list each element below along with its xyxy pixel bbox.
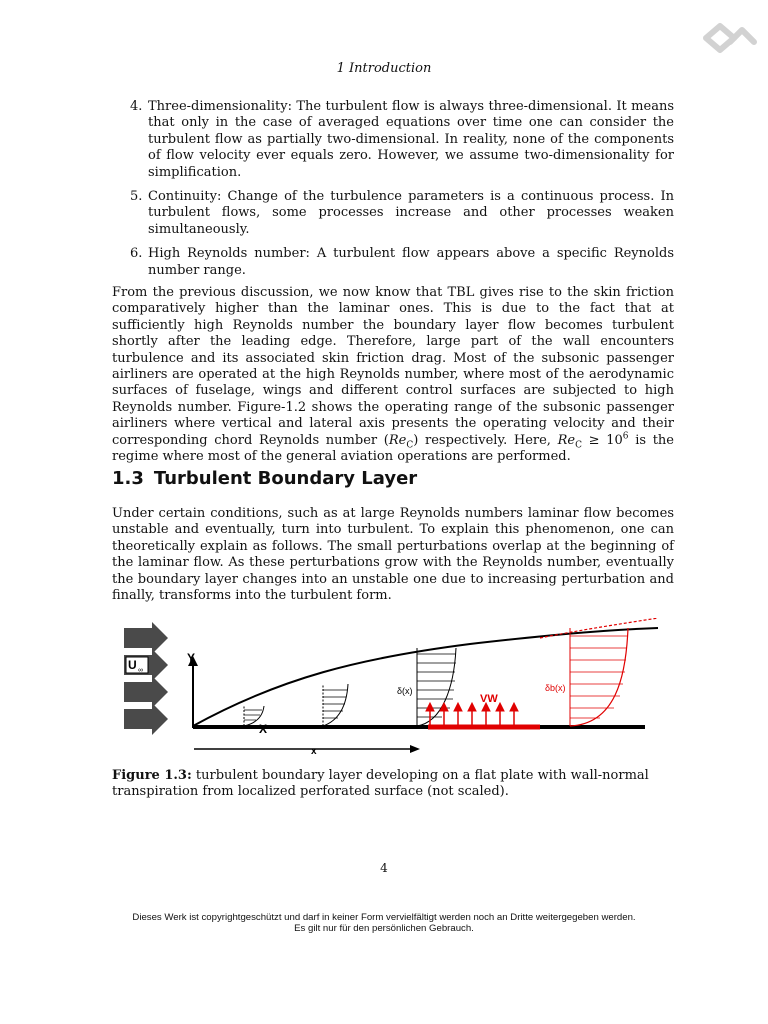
y-axis-label: Y bbox=[187, 651, 196, 665]
exponent: 6 bbox=[622, 431, 629, 442]
list-item-text: Three-dimensionality: The turbulent flow is always three-dimensional. It means that only in the case of averaged equations over time one can consider the turbulent flow as partially two-dimensional. In reality, none of the components of flow velocity ever equals zero. However, we assume two-dimensionality for simplification. bbox=[148, 99, 674, 180]
figure-caption bbox=[112, 768, 674, 801]
section-heading bbox=[112, 468, 417, 489]
figure-caption-text: turbulent boundary layer developing on a flat plate with wall-normal transpiration from localized perforated surface (not scaled). bbox=[112, 768, 649, 800]
paragraph-transition bbox=[112, 506, 674, 604]
list-item-text: High Reynolds number: A turbulent flow appears above a specific Reynolds number range. bbox=[148, 246, 674, 278]
velocity-profile bbox=[323, 684, 348, 726]
running-head: 1 Introduction bbox=[336, 61, 432, 76]
re-subscript: C bbox=[575, 440, 582, 451]
re-symbol: Re bbox=[388, 432, 407, 448]
freestream-arrow bbox=[124, 622, 168, 654]
x-distance-label: x bbox=[311, 746, 317, 757]
paragraph-text: is the regime where most of the general aviation operations are performed. bbox=[112, 432, 675, 465]
section-number: 1.3 bbox=[112, 468, 144, 489]
transpiration-arrows bbox=[426, 703, 518, 725]
list-item-number: 4. bbox=[130, 99, 143, 114]
publisher-logo-icon bbox=[700, 18, 758, 58]
copyright-line: Es gilt nur für den persönlichen Gebrauch. bbox=[294, 923, 474, 934]
copyright-line: Dieses Werk ist copyrightgeschützt und darf in keiner Form vervielfältigt werden noch an Dritte weitergegeben werden. bbox=[132, 912, 636, 923]
copyright-footer bbox=[0, 912, 768, 934]
u-infinity-subscript: ∞ bbox=[138, 667, 143, 674]
list-item bbox=[112, 246, 674, 279]
paragraph-text: Under certain conditions, such as at large Reynolds numbers laminar flow becomes unstable and eventually, turn into turbulent. To explain this phenomenon, one can theoretically explain as follows. The small perturbations overlap at the beginning of the laminar flow. As these perturbations grow with the Reynolds number, eventually the boundary layer changes into an unstable one due to increasing perturbation and finally, transforms into the turbulent form. bbox=[112, 506, 674, 604]
list-item-number: 6. bbox=[130, 246, 143, 262]
re-subscript: C bbox=[406, 440, 414, 451]
velocity-profile bbox=[417, 648, 456, 726]
geq-text: ≥ 10 bbox=[582, 432, 623, 448]
velocity-profile-transpired bbox=[570, 628, 628, 726]
re-symbol: Re bbox=[557, 432, 576, 448]
freestream-arrow bbox=[124, 703, 168, 735]
list-item bbox=[112, 189, 674, 238]
section-title: Turbulent Boundary Layer bbox=[153, 468, 418, 489]
freestream-arrows bbox=[124, 622, 168, 735]
enumerated-list bbox=[112, 99, 674, 287]
u-infinity-label: U bbox=[128, 658, 137, 672]
list-item-number: 5. bbox=[130, 189, 143, 205]
paragraph-text: ) respectively. Here, bbox=[413, 432, 558, 448]
paragraph-tbl-skin-friction bbox=[112, 285, 674, 465]
delta-b-label: δb(x) bbox=[545, 683, 566, 693]
freestream-arrow bbox=[124, 676, 168, 708]
x-distance-arrowhead bbox=[410, 745, 420, 753]
x-origin-label: X bbox=[259, 722, 268, 736]
delta-label: δ(x) bbox=[397, 686, 413, 696]
boundary-layer-figure bbox=[120, 618, 660, 760]
paragraph-text: From the previous discussion, we now know that TBL gives rise to the skin friction comparatively higher than the laminar ones. This is due to the fact that at sufficiently high Reynolds number the boundary layer flow becomes turbulent shortly after the leading edge. Therefore, large part of the wall encounters turbulence and its associated skin friction drag. Most of the subsonic passenger airliners are operated at the high Reynolds number, where most of the aerodynamic surfaces of fuselage, wings and different control surfaces are subjected to high Reynolds number. Figure-1.2 shows the operating range of the subsonic passenger airliners where vertical and lateral axis presents the operating velocity and their corresponding chord Reynolds number ( bbox=[112, 285, 674, 448]
list-item-text: Continuity: Change of the turbulence parameters is a continuous process. In turbulent flows, some processes increase and other processes weaken simultaneously. bbox=[148, 189, 674, 237]
vw-label: VW bbox=[480, 693, 498, 705]
page-number: 4 bbox=[380, 861, 388, 875]
list-item bbox=[112, 99, 674, 181]
figure-label: Figure 1.3: bbox=[112, 768, 192, 783]
